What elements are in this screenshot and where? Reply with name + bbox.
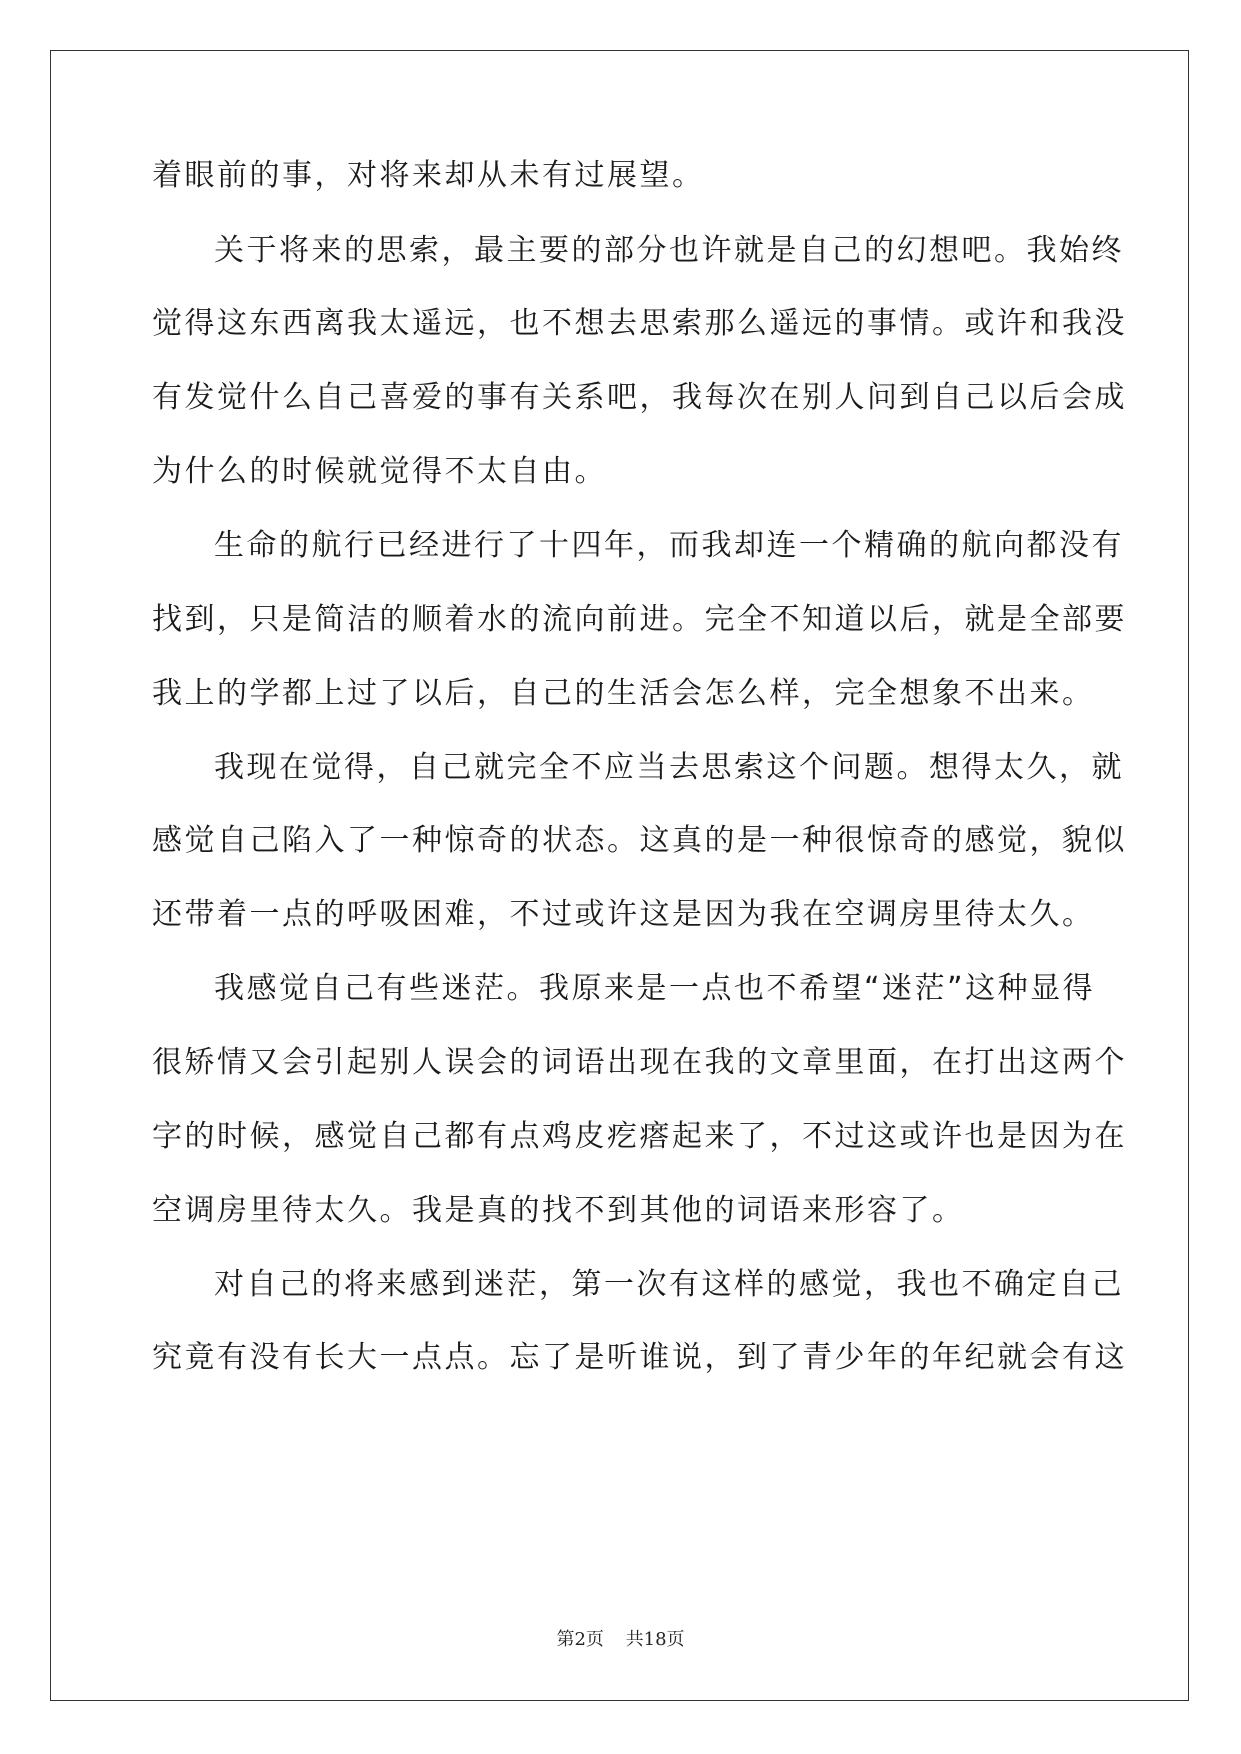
text-line: 我现在觉得，自己就完全不应当去思索这个问题。想得太久，就 <box>214 750 1124 785</box>
text-line: 觉得这东西离我太遥远，也不想去思索那么遥远的事情。或许和我没 <box>152 306 1127 341</box>
text-line: 感觉自己陷入了一种惊奇的状态。这真的是一种很惊奇的感觉，貌似 <box>152 823 1127 858</box>
text-line: 着眼前的事，对将来却从未有过展望。 <box>152 158 705 193</box>
text-line: 为什么的时候就觉得不太自由。 <box>152 454 607 489</box>
page-border <box>50 50 1189 1701</box>
text-line: 有发觉什么自己喜爱的事有关系吧，我每次在别人问到自己以后会成 <box>152 380 1127 415</box>
text-line: 空调房里待太久。我是真的找不到其他的词语来形容了。 <box>152 1193 965 1228</box>
page-footer <box>0 1628 1241 1652</box>
text-line: 很矫情又会引起别人误会的词语出现在我的文章里面，在打出这两个 <box>152 1045 1127 1080</box>
text-line: 我上的学都上过了以后，自己的生活会怎么样，完全想象不出来。 <box>152 676 1095 711</box>
page-number: 第2页 <box>556 1629 604 1650</box>
text-line: 找到，只是简洁的顺着水的流向前进。完全不知道以后，就是全部要 <box>152 602 1127 637</box>
text-line: 究竟有没有长大一点点。忘了是听谁说，到了青少年的年纪就会有这 <box>152 1340 1127 1375</box>
text-line: 还带着一点的呼吸困难，不过或许这是因为我在空调房里待太久。 <box>152 897 1095 932</box>
text-line: 生命的航行已经进行了十四年，而我却连一个精确的航向都没有 <box>214 528 1124 563</box>
text-line: 我感觉自己有些迷茫。我原来是一点也不希望“迷茫”这种显得 <box>214 971 1096 1006</box>
page-total: 共18页 <box>625 1629 685 1650</box>
text-line: 字的时候，感觉自己都有点鸡皮疙瘩起来了，不过这或许也是因为在 <box>152 1119 1127 1154</box>
text-line: 对自己的将来感到迷茫，第一次有这样的感觉，我也不确定自己 <box>214 1267 1124 1302</box>
text-line: 关于将来的思索，最主要的部分也许就是自己的幻想吧。我始终 <box>214 233 1124 268</box>
